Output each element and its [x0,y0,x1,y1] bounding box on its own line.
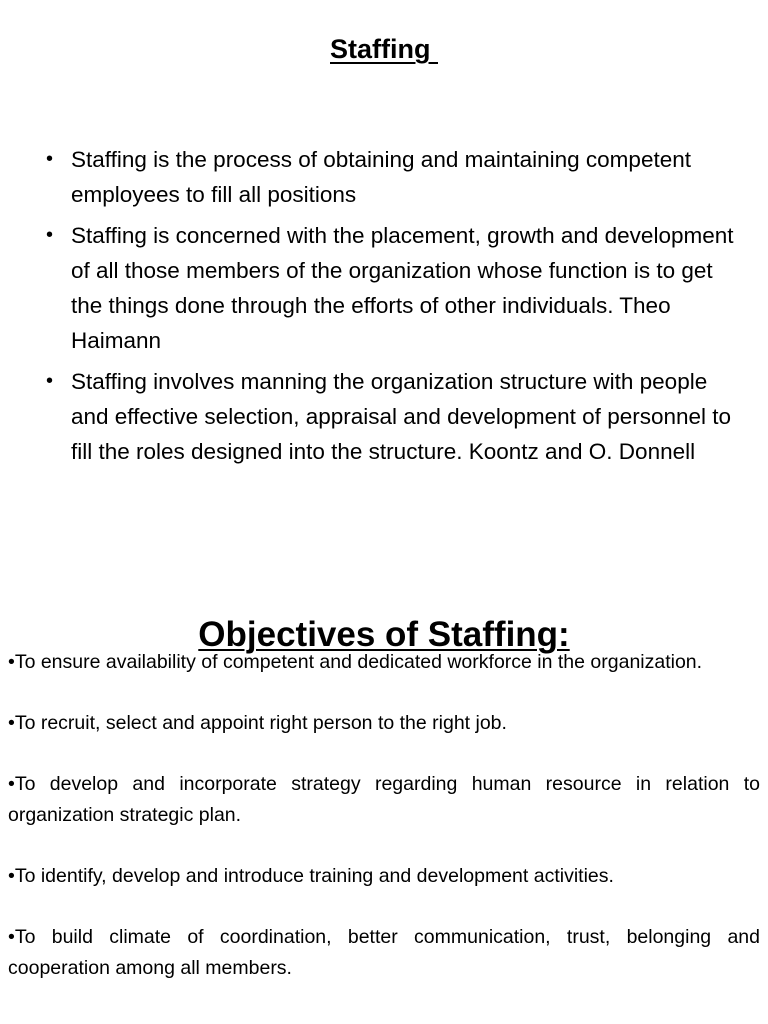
list-item [46,218,736,358]
bullet-icon: • [46,370,54,392]
objective-item: •To ensure availability of competent and dedicated workforce in the organization. [8,651,703,673]
objective-item: •To build climate of coordination, better communication, trust, belonging and cooperation among all members. [8,926,760,979]
bullet-icon: • [46,224,54,246]
objectives-list [8,647,760,984]
bullet-icon: • [46,148,54,170]
page-title: Staffing [330,34,438,64]
list-item [46,364,736,469]
objective-item: •To develop and incorporate strategy regarding human resource in relation to organization strategic plan. [8,773,760,826]
definition-list [46,142,736,475]
objectives-heading: Objectives of Staffing: [198,615,570,654]
list-item [46,142,736,212]
objective-item: •To identify, develop and introduce training and development activities. [8,865,614,887]
definition-text: Staffing involves manning the organization structure with people and effective selection, appraisal and development of personnel to fill the roles designed into the structure. Koontz and O. Donnell [71,369,732,464]
definition-text: Staffing is concerned with the placement, growth and development of all those members of the organization whose function is to get the things done through the efforts of other individuals. Theo Haimann [71,223,734,353]
objective-item: •To recruit, select and appoint right person to the right job. [8,712,507,734]
definition-text: Staffing is the process of obtaining and maintaining competent employees to fill all positions [71,147,691,207]
